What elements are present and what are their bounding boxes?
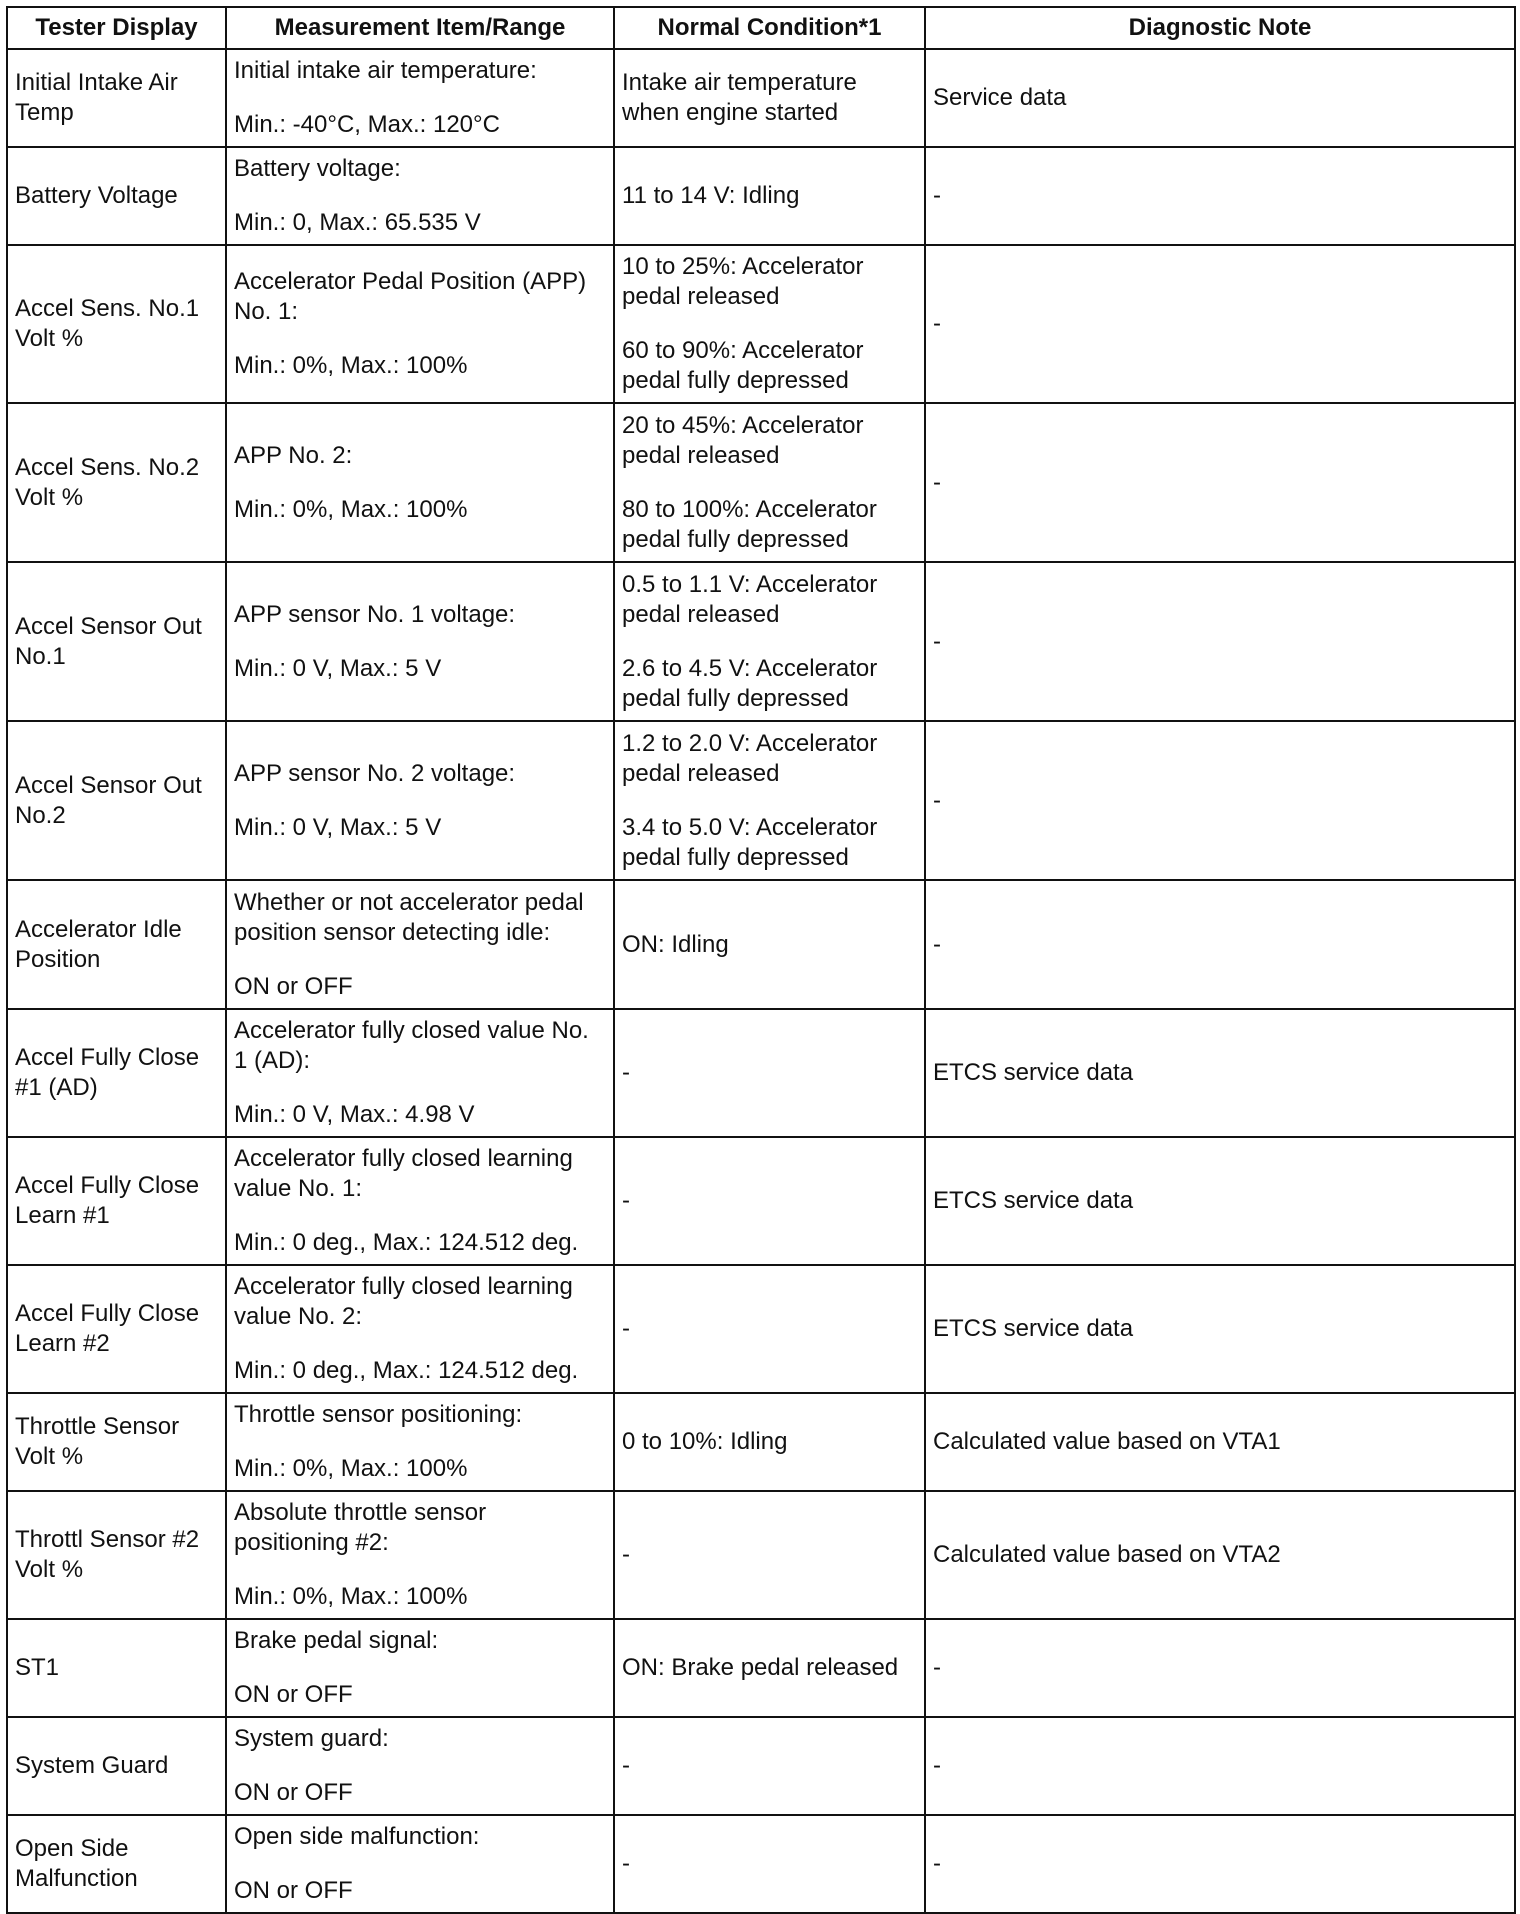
measurement-range: ON or OFF <box>234 972 353 1000</box>
measurement-item-name: Accelerator Pedal Position (APP) No. 1: <box>234 268 587 325</box>
tester-display-cell: Accel Fully Close Learn #2 <box>7 1265 226 1393</box>
diagnostic-note-cell: ETCS service data <box>925 1137 1515 1265</box>
measurement-item-name: Accelerator fully closed learning value No. 2: <box>234 1273 573 1330</box>
header-diagnostic-note: Diagnostic Note <box>925 7 1515 49</box>
normal-condition-depressed: 2.6 to 4.5 V: Accelerator pedal fully depressed <box>622 654 878 712</box>
table-row <box>7 1717 1515 1815</box>
normal-condition-cell <box>614 1137 925 1265</box>
tester-display-cell: Throttl Sensor #2 Volt % <box>7 1491 226 1619</box>
normal-condition-cell <box>614 1265 925 1393</box>
measurement-range: Min.: 0%, Max.: 100% <box>234 352 468 379</box>
table-row <box>7 1137 1515 1265</box>
tester-display-cell: Battery Voltage <box>7 147 226 245</box>
diagnostic-note-cell: - <box>925 721 1515 880</box>
normal-condition-cell <box>614 1717 925 1815</box>
table-body <box>7 49 1515 1913</box>
measurement-item-cell <box>226 147 614 245</box>
tester-display-cell: Open Side Malfunction <box>7 1815 226 1913</box>
diagnostic-note-cell: - <box>925 1815 1515 1913</box>
tester-display-cell: Accel Sens. No.1 Volt % <box>7 245 226 403</box>
diagnostic-note-cell: ETCS service data <box>925 1265 1515 1393</box>
measurement-item-cell <box>226 721 614 880</box>
normal-condition-text: Intake air temperature when engine started <box>622 69 857 126</box>
normal-condition-text: - <box>622 1315 630 1342</box>
table-row <box>7 1619 1515 1717</box>
normal-condition-released: 1.2 to 2.0 V: Accelerator pedal released <box>622 729 878 787</box>
normal-condition-released: 20 to 45%: Accelerator pedal released <box>622 411 864 469</box>
measurement-item-name: System guard: <box>234 1725 389 1752</box>
normal-condition-cell <box>614 403 925 562</box>
measurement-item-cell <box>226 880 614 1009</box>
header-measurement-item: Measurement Item/Range <box>226 7 614 49</box>
table-row <box>7 721 1515 880</box>
table-row <box>7 1009 1515 1137</box>
normal-condition-depressed: 80 to 100%: Accelerator pedal fully depressed <box>622 495 877 553</box>
table-row <box>7 49 1515 147</box>
measurement-item-cell <box>226 1393 614 1491</box>
measurement-item-name: Throttle sensor positioning: <box>234 1401 523 1428</box>
normal-condition-text: - <box>622 1187 630 1214</box>
measurement-item-name: APP No. 2: <box>234 441 353 469</box>
diagnostic-note-cell: Calculated value based on VTA1 <box>925 1393 1515 1491</box>
normal-condition-depressed: 60 to 90%: Accelerator pedal fully depressed <box>622 337 864 394</box>
measurement-range: Min.: 0 V, Max.: 5 V <box>234 654 442 682</box>
tester-display-cell: Accel Fully Close Learn #1 <box>7 1137 226 1265</box>
tester-display-cell: Accel Sens. No.2 Volt % <box>7 403 226 562</box>
diagnostic-note-cell: - <box>925 147 1515 245</box>
measurement-item-cell <box>226 1717 614 1815</box>
tester-display-cell: Accel Fully Close #1 (AD) <box>7 1009 226 1137</box>
table-row <box>7 147 1515 245</box>
measurement-range: Min.: 0 deg., Max.: 124.512 deg. <box>234 1357 579 1384</box>
tester-display-cell: ST1 <box>7 1619 226 1717</box>
measurement-item-name: Open side malfunction: <box>234 1823 480 1850</box>
measurement-item-cell <box>226 49 614 147</box>
measurement-item-name: Accelerator fully closed value No. 1 (AD): <box>234 1017 589 1074</box>
normal-condition-text: ON: Brake pedal released <box>622 1654 899 1681</box>
normal-condition-released: 10 to 25%: Accelerator pedal released <box>622 253 864 310</box>
measurement-range: ON or OFF <box>234 1681 353 1708</box>
measurement-item-cell <box>226 245 614 403</box>
diagnostic-note-cell: - <box>925 880 1515 1009</box>
table-row <box>7 1265 1515 1393</box>
header-normal-condition: Normal Condition*1 <box>614 7 925 49</box>
normal-condition-text: 0 to 10%: Idling <box>622 1428 788 1455</box>
measurement-range: Min.: 0 V, Max.: 5 V <box>234 813 442 841</box>
normal-condition-text: ON: Idling <box>622 930 729 958</box>
normal-condition-cell <box>614 880 925 1009</box>
normal-condition-cell <box>614 49 925 147</box>
diagnostic-note-cell: - <box>925 403 1515 562</box>
diagnostic-note-cell: ETCS service data <box>925 1009 1515 1137</box>
normal-condition-text: 11 to 14 V: Idling <box>622 182 800 209</box>
header-tester-display: Tester Display <box>7 7 226 49</box>
measurement-item-cell <box>226 1619 614 1717</box>
measurement-range: Min.: -40°C, Max.: 120°C <box>234 111 500 138</box>
table-row <box>7 1393 1515 1491</box>
normal-condition-released: 0.5 to 1.1 V: Accelerator pedal released <box>622 570 878 628</box>
diagnostic-note-cell: - <box>925 562 1515 721</box>
tester-display-cell: System Guard <box>7 1717 226 1815</box>
table-row <box>7 1491 1515 1619</box>
normal-condition-text: - <box>622 1752 630 1779</box>
diagnostic-note-cell: - <box>925 245 1515 403</box>
diagnostic-note-cell: Calculated value based on VTA2 <box>925 1491 1515 1619</box>
diagnostic-note-cell: Service data <box>925 49 1515 147</box>
normal-condition-cell <box>614 1393 925 1491</box>
table-row <box>7 403 1515 562</box>
normal-condition-cell <box>614 245 925 403</box>
measurement-range: Min.: 0, Max.: 65.535 V <box>234 209 481 236</box>
measurement-range: Min.: 0 V, Max.: 4.98 V <box>234 1101 475 1128</box>
normal-condition-depressed: 3.4 to 5.0 V: Accelerator pedal fully depressed <box>622 813 878 871</box>
normal-condition-cell <box>614 147 925 245</box>
measurement-item-cell <box>226 562 614 721</box>
tester-display-cell: Initial Intake Air Temp <box>7 49 226 147</box>
measurement-range: Min.: 0 deg., Max.: 124.512 deg. <box>234 1229 579 1256</box>
normal-condition-cell <box>614 1009 925 1137</box>
measurement-range: Min.: 0%, Max.: 100% <box>234 495 468 523</box>
tester-display-cell: Accelerator Idle Position <box>7 880 226 1009</box>
measurement-item-name: APP sensor No. 2 voltage: <box>234 759 516 787</box>
normal-condition-text: - <box>622 1850 630 1877</box>
normal-condition-cell <box>614 562 925 721</box>
normal-condition-cell <box>614 1815 925 1913</box>
table-row <box>7 1815 1515 1913</box>
table-row <box>7 562 1515 721</box>
measurement-item-cell <box>226 403 614 562</box>
tester-display-cell: Accel Sensor Out No.2 <box>7 721 226 880</box>
measurement-item-name: Absolute throttle sensor positioning #2: <box>234 1499 487 1556</box>
measurement-item-name: Whether or not accelerator pedal position sensor detecting idle: <box>234 888 584 946</box>
measurement-item-cell <box>226 1009 614 1137</box>
table-header-row <box>7 7 1515 49</box>
measurement-range: Min.: 0%, Max.: 100% <box>234 1583 468 1610</box>
measurement-item-name: Initial intake air temperature: <box>234 57 537 84</box>
normal-condition-text: - <box>622 1059 630 1086</box>
measurement-item-name: Accelerator fully closed learning value No. 1: <box>234 1145 573 1202</box>
normal-condition-cell <box>614 1491 925 1619</box>
data-list-table <box>6 6 1516 1914</box>
measurement-range: ON or OFF <box>234 1877 353 1904</box>
diagnostic-note-cell: - <box>925 1619 1515 1717</box>
measurement-range: Min.: 0%, Max.: 100% <box>234 1455 468 1482</box>
tester-display-cell: Throttle Sensor Volt % <box>7 1393 226 1491</box>
measurement-item-name: Battery voltage: <box>234 155 401 182</box>
tester-display-cell: Accel Sensor Out No.1 <box>7 562 226 721</box>
measurement-range: ON or OFF <box>234 1779 353 1806</box>
measurement-item-cell <box>226 1265 614 1393</box>
table-row <box>7 880 1515 1009</box>
measurement-item-cell <box>226 1491 614 1619</box>
measurement-item-cell <box>226 1137 614 1265</box>
normal-condition-cell <box>614 721 925 880</box>
measurement-item-name: Brake pedal signal: <box>234 1627 439 1654</box>
normal-condition-text: - <box>622 1541 630 1568</box>
measurement-item-name: APP sensor No. 1 voltage: <box>234 600 516 628</box>
normal-condition-cell <box>614 1619 925 1717</box>
measurement-item-cell <box>226 1815 614 1913</box>
diagnostic-data-list <box>6 6 1514 1904</box>
table-row <box>7 245 1515 403</box>
diagnostic-note-cell: - <box>925 1717 1515 1815</box>
